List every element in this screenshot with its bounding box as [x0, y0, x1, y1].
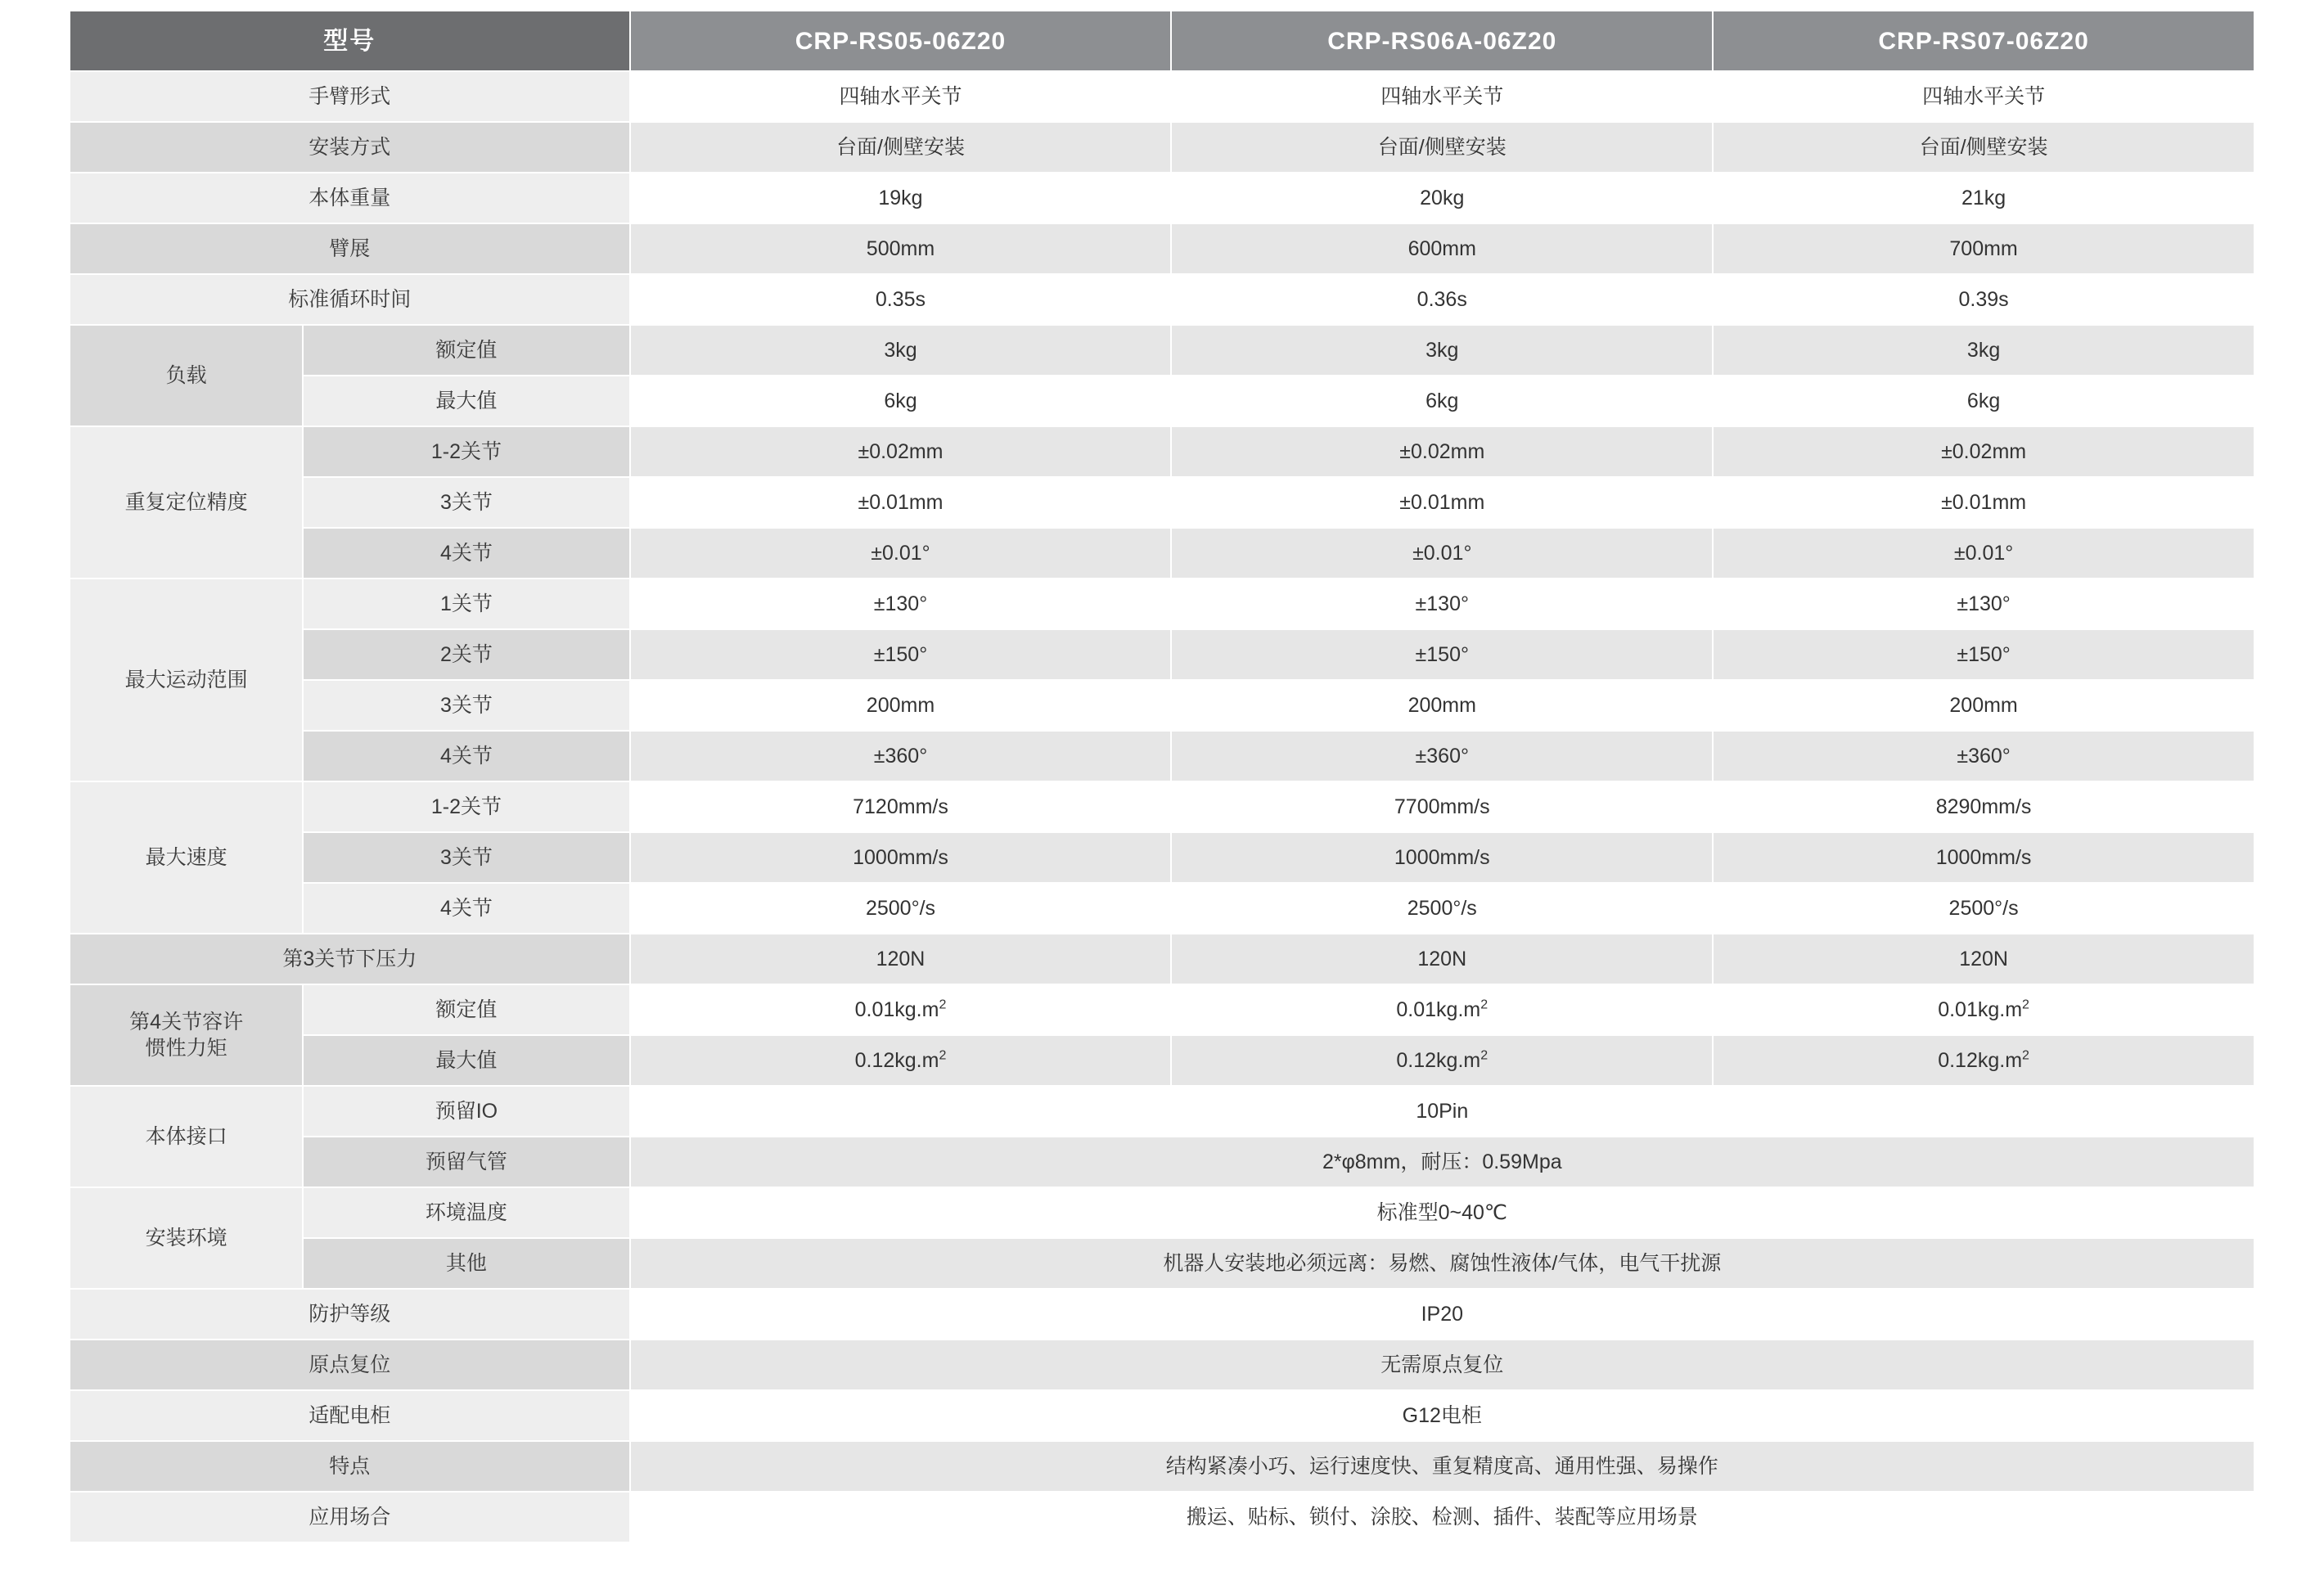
group-label-inertia: [70, 984, 303, 1086]
sub-label-reserved-air: 预留气管: [303, 1137, 629, 1187]
cell-payload-max-1: 6kg: [630, 376, 1172, 426]
inertia-max-sup-2: 2: [1480, 1048, 1489, 1063]
inertia-rated-value-1: 0.01kg.m: [854, 997, 939, 1021]
row-label-homing: 原点复位: [70, 1340, 630, 1390]
cell-speed-j3-3: 1000mm/s: [1713, 832, 2254, 883]
group-label-install-env: 安装环境: [70, 1187, 303, 1289]
sub-label-payload-max: 最大值: [303, 376, 629, 426]
cell-mounting-1: 台面/侧壁安装: [630, 122, 1172, 173]
sub-label-speed-j12: 1-2关节: [303, 781, 629, 832]
table-row: [70, 1492, 2254, 1542]
cell-cabinet: G12电柜: [630, 1390, 2254, 1441]
cell-speed-j12-3: 8290mm/s: [1713, 781, 2254, 832]
cell-payload-max-2: 6kg: [1171, 376, 1713, 426]
cell-rep-j12-2: ±0.02mm: [1171, 426, 1713, 477]
table-row: [70, 376, 2254, 426]
cell-payload-max-3: 6kg: [1713, 376, 2254, 426]
row-label-applications: 应用场合: [70, 1492, 630, 1542]
cell-homing: 无需原点复位: [630, 1340, 2254, 1390]
cell-j3-press-1: 120N: [630, 934, 1172, 984]
cell-rep-j3-3: ±0.01mm: [1713, 477, 2254, 528]
table-row: [70, 1289, 2254, 1340]
table-row: [70, 1340, 2254, 1390]
cell-range-j1-3: ±130°: [1713, 579, 2254, 629]
cell-rep-j12-1: ±0.02mm: [630, 426, 1172, 477]
cell-inertia-max-2: [1171, 1035, 1713, 1086]
table-row: [70, 832, 2254, 883]
cell-range-j4-2: ±360°: [1171, 731, 1713, 781]
cell-applications: 搬运、贴标、锁付、涂胶、检测、插件、装配等应用场景: [630, 1492, 2254, 1542]
table-row: [70, 984, 2254, 1035]
cell-speed-j3-2: 1000mm/s: [1171, 832, 1713, 883]
table-row: [70, 579, 2254, 629]
table-row: [70, 1137, 2254, 1187]
group-label-body-interface: 本体接口: [70, 1086, 303, 1187]
cell-speed-j4-1: 2500°/s: [630, 883, 1172, 934]
cell-weight-1: 19kg: [630, 173, 1172, 223]
table-row: [70, 680, 2254, 731]
sub-label-payload-rated: 额定值: [303, 325, 629, 376]
sub-label-rep-j12: 1-2关节: [303, 426, 629, 477]
header-model-1: CRP-RS05-06Z20: [630, 11, 1172, 71]
row-label-weight: 本体重量: [70, 173, 630, 223]
cell-other-env: 机器人安装地必须远离：易燃、腐蚀性液体/气体，电气干扰源: [630, 1238, 2254, 1289]
row-label-j3-press: 第3关节下压力: [70, 934, 630, 984]
table-row: [70, 274, 2254, 325]
table-row: [70, 1441, 2254, 1492]
table-row: [70, 477, 2254, 528]
sub-label-rep-j3: 3关节: [303, 477, 629, 528]
table-row: [70, 883, 2254, 934]
cell-range-j3-1: 200mm: [630, 680, 1172, 731]
header-model-label: 型号: [70, 11, 630, 71]
row-label-reach: 臂展: [70, 223, 630, 274]
row-label-protection: 防护等级: [70, 1289, 630, 1340]
cell-range-j1-2: ±130°: [1171, 579, 1713, 629]
inertia-max-value-3: 0.12kg.m: [1938, 1048, 2023, 1072]
table-row: [70, 325, 2254, 376]
cell-range-j2-3: ±150°: [1713, 629, 2254, 680]
row-label-mounting: 安装方式: [70, 122, 630, 173]
cell-range-j3-3: 200mm: [1713, 680, 2254, 731]
cell-rep-j4-1: ±0.01°: [630, 528, 1172, 579]
inertia-max-sup-1: 2: [939, 1048, 947, 1063]
cell-cycle-time-1: 0.35s: [630, 274, 1172, 325]
inertia-rated-sup-1: 2: [939, 997, 947, 1012]
cell-cycle-time-3: 0.39s: [1713, 274, 2254, 325]
sub-label-rep-j4: 4关节: [303, 528, 629, 579]
cell-payload-rated-1: 3kg: [630, 325, 1172, 376]
cell-range-j4-3: ±360°: [1713, 731, 2254, 781]
cell-range-j4-1: ±360°: [630, 731, 1172, 781]
inertia-rated-sup-3: 2: [2022, 997, 2029, 1012]
sub-label-inertia-max: 最大值: [303, 1035, 629, 1086]
cell-speed-j4-3: 2500°/s: [1713, 883, 2254, 934]
table-row: [70, 122, 2254, 173]
cell-payload-rated-3: 3kg: [1713, 325, 2254, 376]
cell-rep-j3-2: ±0.01mm: [1171, 477, 1713, 528]
group-label-max-speed: 最大速度: [70, 781, 303, 934]
robot-spec-table: [69, 10, 2255, 1543]
cell-inertia-rated-3: [1713, 984, 2254, 1035]
cell-cycle-time-2: 0.36s: [1171, 274, 1713, 325]
cell-speed-j4-2: 2500°/s: [1171, 883, 1713, 934]
cell-arm-type-1: 四轴水平关节: [630, 71, 1172, 122]
table-row: [70, 426, 2254, 477]
row-label-cycle-time: 标准循环时间: [70, 274, 630, 325]
cell-j3-press-3: 120N: [1713, 934, 2254, 984]
cell-ambient-temp: 标准型0~40℃: [630, 1187, 2254, 1238]
table-row: [70, 1035, 2254, 1086]
row-label-cabinet: 适配电柜: [70, 1390, 630, 1441]
cell-range-j2-2: ±150°: [1171, 629, 1713, 680]
table-row: [70, 781, 2254, 832]
table-row: [70, 1238, 2254, 1289]
cell-speed-j3-1: 1000mm/s: [630, 832, 1172, 883]
cell-range-j3-2: 200mm: [1171, 680, 1713, 731]
cell-arm-type-2: 四轴水平关节: [1171, 71, 1713, 122]
sub-label-speed-j4: 4关节: [303, 883, 629, 934]
cell-inertia-max-1: [630, 1035, 1172, 1086]
cell-arm-type-3: 四轴水平关节: [1713, 71, 2254, 122]
sub-label-reserved-io: 预留IO: [303, 1086, 629, 1137]
inertia-line-2: 惯性力矩: [145, 1037, 227, 1060]
cell-protection: IP20: [630, 1289, 2254, 1340]
row-label-features: 特点: [70, 1441, 630, 1492]
sub-label-range-j3: 3关节: [303, 680, 629, 731]
group-label-repeatability: 重复定位精度: [70, 426, 303, 579]
group-label-motion-range: 最大运动范围: [70, 579, 303, 781]
table-row: [70, 71, 2254, 122]
table-row: [70, 223, 2254, 274]
inertia-max-value-2: 0.12kg.m: [1396, 1048, 1481, 1072]
cell-range-j1-1: ±130°: [630, 579, 1172, 629]
table-row: [70, 934, 2254, 984]
sub-label-ambient-temp: 环境温度: [303, 1187, 629, 1238]
group-label-payload: 负载: [70, 325, 303, 426]
cell-features: 结构紧凑小巧、运行速度快、重复精度高、通用性强、易操作: [630, 1441, 2254, 1492]
inertia-rated-value-3: 0.01kg.m: [1938, 997, 2023, 1021]
sub-label-other-env: 其他: [303, 1238, 629, 1289]
table-row: [70, 1187, 2254, 1238]
inertia-line-1: 第4关节容许: [129, 1010, 244, 1033]
cell-payload-rated-2: 3kg: [1171, 325, 1713, 376]
table-row: [70, 1086, 2254, 1137]
cell-range-j2-1: ±150°: [630, 629, 1172, 680]
header-model-3: CRP-RS07-06Z20: [1713, 11, 2254, 71]
row-label-arm-type: 手臂形式: [70, 71, 630, 122]
cell-weight-3: 21kg: [1713, 173, 2254, 223]
cell-rep-j4-3: ±0.01°: [1713, 528, 2254, 579]
cell-rep-j4-2: ±0.01°: [1171, 528, 1713, 579]
cell-rep-j12-3: ±0.02mm: [1713, 426, 2254, 477]
sub-label-range-j1: 1关节: [303, 579, 629, 629]
table-row: [70, 1390, 2254, 1441]
inertia-max-value-1: 0.12kg.m: [854, 1048, 939, 1072]
sub-label-inertia-rated: 额定值: [303, 984, 629, 1035]
cell-speed-j12-1: 7120mm/s: [630, 781, 1172, 832]
cell-speed-j12-2: 7700mm/s: [1171, 781, 1713, 832]
cell-reserved-air: 2*φ8mm，耐压：0.59Mpa: [630, 1137, 2254, 1187]
sub-label-range-j4: 4关节: [303, 731, 629, 781]
cell-inertia-rated-2: [1171, 984, 1713, 1035]
inertia-max-sup-3: 2: [2022, 1048, 2029, 1063]
table-row: [70, 528, 2254, 579]
cell-weight-2: 20kg: [1171, 173, 1713, 223]
cell-inertia-max-3: [1713, 1035, 2254, 1086]
sub-label-speed-j3: 3关节: [303, 832, 629, 883]
table-row: [70, 173, 2254, 223]
sub-label-range-j2: 2关节: [303, 629, 629, 680]
inertia-rated-sup-2: 2: [1480, 997, 1489, 1012]
table-header-row: [70, 11, 2254, 71]
cell-mounting-2: 台面/侧壁安装: [1171, 122, 1713, 173]
table-row: [70, 731, 2254, 781]
header-model-2: CRP-RS06A-06Z20: [1171, 11, 1713, 71]
cell-rep-j3-1: ±0.01mm: [630, 477, 1172, 528]
cell-mounting-3: 台面/侧壁安装: [1713, 122, 2254, 173]
inertia-rated-value-2: 0.01kg.m: [1396, 997, 1481, 1021]
cell-reach-3: 700mm: [1713, 223, 2254, 274]
cell-inertia-rated-1: [630, 984, 1172, 1035]
table-row: [70, 629, 2254, 680]
cell-reach-1: 500mm: [630, 223, 1172, 274]
cell-reach-2: 600mm: [1171, 223, 1713, 274]
cell-j3-press-2: 120N: [1171, 934, 1713, 984]
cell-reserved-io: 10Pin: [630, 1086, 2254, 1137]
